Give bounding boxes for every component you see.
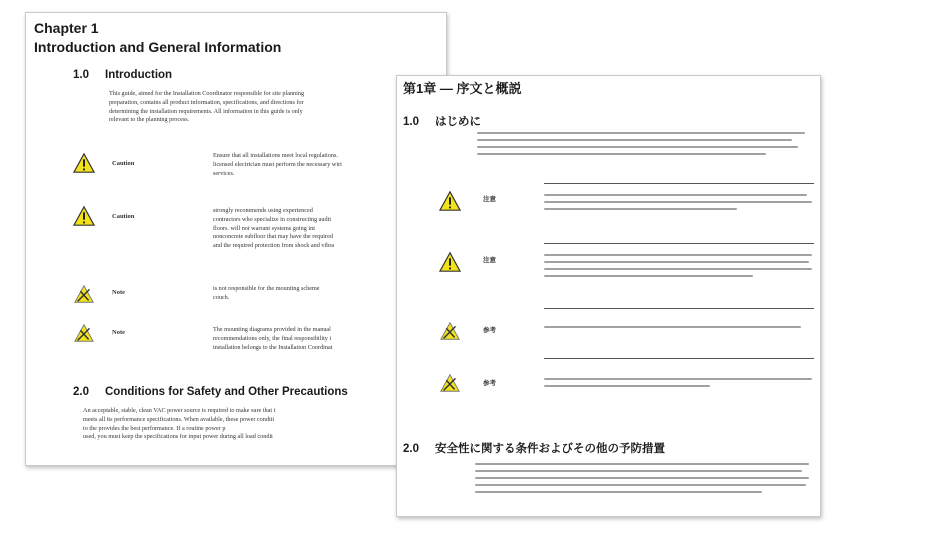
paragraph-line: determining the installation requirements. All information in this guide is only <box>109 107 303 115</box>
caution-icon <box>73 205 95 227</box>
notice-label: 参考 <box>483 327 496 334</box>
notice-text <box>544 326 812 333</box>
note-hand-icon <box>439 320 461 342</box>
notice-line: services. <box>213 169 235 177</box>
notice-divider <box>544 183 814 184</box>
section2-paragraph <box>83 407 443 442</box>
chapter-title: 第1章 — 序文と概説 <box>403 81 522 96</box>
note-hand-icon <box>439 372 461 394</box>
notice-text <box>544 254 812 282</box>
note-hand-icon <box>73 322 95 344</box>
notice-line: The mounting diagrams provided in the manual <box>213 326 331 333</box>
chapter-label: Chapter 1 <box>34 20 99 36</box>
notice-line: is not responsible for the mounting scheme <box>213 285 320 292</box>
section-title: はじめに <box>435 116 481 128</box>
notice-line: licensed electrician must perform the necessary wiri <box>213 160 342 168</box>
section-number: 1.0 <box>73 69 89 81</box>
paragraph-line: An acceptable, stable, clean VAC power source is required to make sure that t <box>83 407 276 414</box>
notice-line: couch. <box>213 293 230 301</box>
caution-icon <box>439 190 461 212</box>
caution-icon <box>439 251 461 273</box>
note-hand-icon <box>73 283 95 305</box>
notice-line: floors. will not warrant systems going int <box>213 224 315 232</box>
notice-divider <box>544 358 814 359</box>
section-heading-safety <box>73 386 348 398</box>
section-heading-hajimeni <box>403 113 481 129</box>
paragraph-line: relevant to the planning process. <box>109 116 190 124</box>
notice-label: 注意 <box>483 196 496 203</box>
notice-line: nonconcrete subfloor that may have the required <box>213 233 333 241</box>
section-title: Introduction <box>105 69 173 81</box>
notice-line: recommendations only, the final responsibility i <box>213 334 332 342</box>
notice-line: contractors who specialize in constructing audit <box>213 215 332 223</box>
section-heading-introduction <box>73 69 172 81</box>
notice-label: Note <box>112 329 125 336</box>
section-number: 2.0 <box>403 443 419 455</box>
notice-label: Caution <box>112 160 135 167</box>
notice-text <box>544 194 812 215</box>
notice-divider <box>544 308 814 309</box>
notice-label: 参考 <box>483 380 496 387</box>
notice-line: Ensure that all installations meet local regulations. <box>213 152 338 159</box>
section-title: 安全性に関する条件およびその他の予防措置 <box>435 443 665 455</box>
section-heading-safety <box>403 440 665 456</box>
notice-divider <box>544 243 814 244</box>
intro-paragraph-text <box>477 132 805 160</box>
paragraph-line: meets all its performance specifications. When available, these power conditi <box>83 415 275 423</box>
paragraph-line: to the provides the best performance. If a routine power p <box>83 424 226 432</box>
notice-line: installation belongs to the Installation Coordinat <box>213 343 333 351</box>
intro-paragraph <box>109 90 439 125</box>
caution-icon <box>73 152 95 174</box>
notice-text <box>544 378 812 392</box>
notice-label: Caution <box>112 213 135 220</box>
section-number: 1.0 <box>403 116 419 128</box>
notice-line: and the required protection from shock and vibra <box>213 242 335 250</box>
section-title: Conditions for Safety and Other Precautions <box>105 386 348 398</box>
paragraph-line: used, you must keep the specifications for input power during all load condit <box>83 433 273 441</box>
japanese-document-page <box>396 75 821 517</box>
english-document-page <box>25 12 447 466</box>
notice-line: strongly recommends using experienced <box>213 207 313 214</box>
paragraph-line: preparation, contains all product information, specifications, and directions for <box>109 98 304 106</box>
section2-paragraph-text <box>475 463 809 498</box>
notice-label: Note <box>112 289 125 296</box>
paragraph-line: This guide, aimed for the Installation Coordinator responsible for site planning <box>109 90 305 97</box>
chapter-title: Introduction and General Information <box>34 39 282 55</box>
section-number: 2.0 <box>73 386 89 398</box>
notice-label: 注意 <box>483 257 496 264</box>
